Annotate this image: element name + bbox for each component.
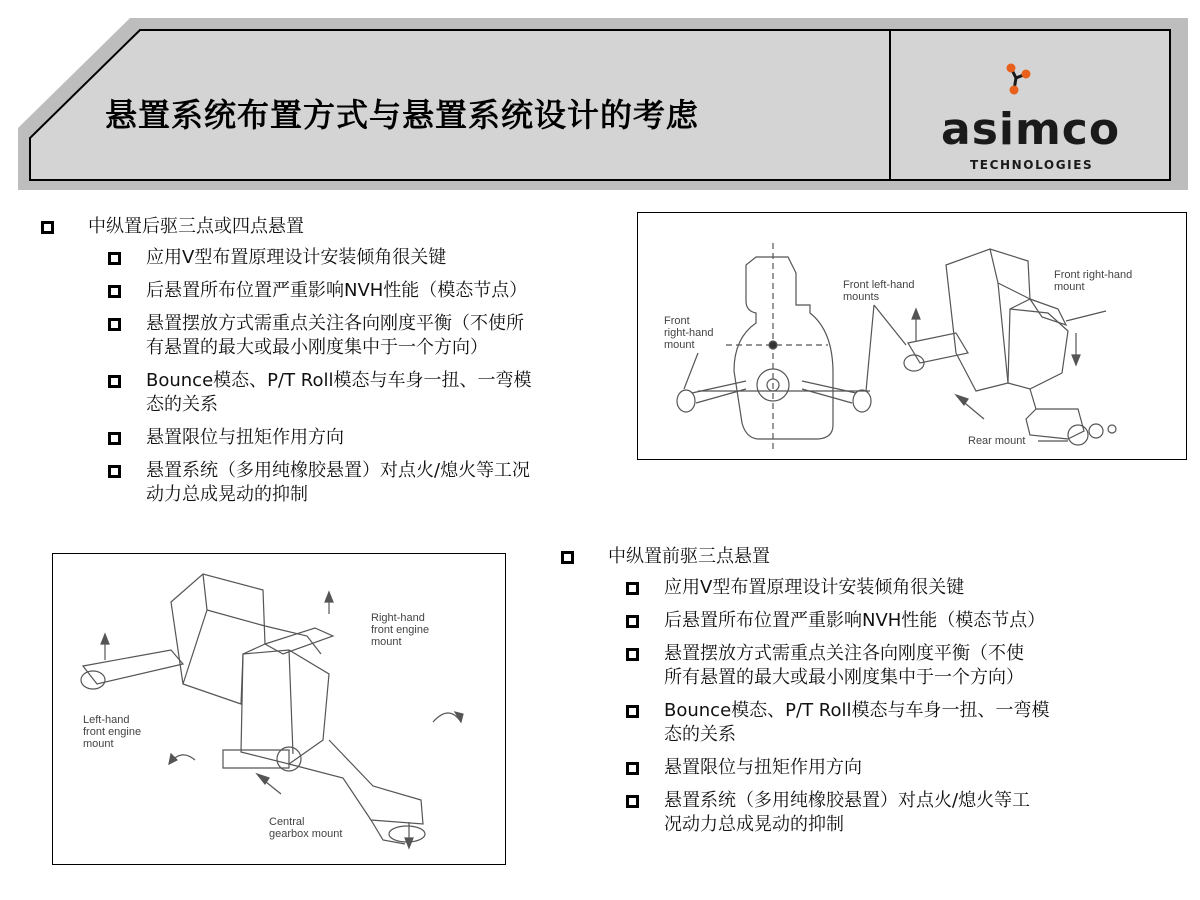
list-item-text: 悬置限位与扭矩作用方向 [664,757,862,778]
list-item-text: 悬置系统（多用纯橡胶悬置）对点火/熄火等工 [664,790,1031,811]
label-front-right-hand-mount-3d: Front right-hand mount [1054,269,1133,293]
fwd-heading: 中纵置前驱三点悬置 [608,546,770,567]
list-item-text: 后悬置所布位置严重影响NVH性能（模态节点） [146,280,528,301]
bullet-square-icon [108,432,121,445]
label-rear-mount: Rear mount [968,435,1026,447]
list-item [560,789,1180,837]
logo-tagline: TECHNOLOGIES [970,158,1094,172]
bullet-square-icon [626,615,639,628]
list-item-text: 态的关系 [146,394,218,415]
rwd-mount-diagram [637,212,1187,460]
logo-wordmark: asimco [941,104,1121,155]
bullet-square-icon [108,285,121,298]
bullet-square-icon [561,551,574,564]
bullet-square-icon [41,221,54,234]
rwd-heading-item [40,215,650,239]
label-right-hand-front-engine-mount: Right-hand front engine mount [371,612,430,648]
label-front-left-hand-mounts: Front left-hand mounts [843,279,915,303]
list-item-text: 应用V型布置原理设计安装倾角很关键 [664,577,965,598]
list-item-text: 动力总成晃动的抑制 [146,484,308,505]
list-item [40,312,650,360]
bullet-square-icon [108,252,121,265]
bullet-square-icon [108,465,121,478]
list-item-text: 悬置摆放方式需重点关注各向刚度平衡（不使 [664,643,1024,664]
rwd-bullet-list [40,215,650,516]
fwd-bullet-list [560,545,1180,846]
label-left-hand-front-engine-mount: Left-hand front engine mount [83,714,142,750]
list-item [560,756,1180,780]
list-item [560,642,1180,690]
list-item-text: 悬置限位与扭矩作用方向 [146,427,344,448]
list-item-text: 所有悬置的最大或最小刚度集中于一个方向） [664,667,1024,688]
bullet-square-icon [626,705,639,718]
rwd-engine-drawing [638,213,1187,460]
fwd-heading-item [560,545,1180,569]
list-item [40,369,650,417]
company-logo [890,30,1170,180]
bullet-square-icon [626,762,639,775]
list-item-text: 态的关系 [664,724,736,745]
rwd-heading: 中纵置后驱三点或四点悬置 [88,216,304,237]
list-item [40,426,650,450]
label-front-right-hand-mount: Front right-hand mount [664,315,714,351]
list-item-text: 悬置系统（多用纯橡胶悬置）对点火/熄火等工况 [146,460,531,481]
list-item [560,609,1180,633]
list-item-text: 有悬置的最大或最小刚度集中于一个方向） [146,337,488,358]
list-item-text: 况动力总成晃动的抑制 [664,814,844,835]
list-item-text: 应用V型布置原理设计安装倾角很关键 [146,247,447,268]
list-item [40,279,650,303]
list-item [560,576,1180,600]
fwd-mount-diagram [52,553,506,865]
list-item [40,246,650,270]
bullet-square-icon [626,582,639,595]
bullet-square-icon [108,318,121,331]
list-item-text: Bounce模态、P/T Roll模态与车身一扭、一弯模 [146,370,532,391]
list-item [560,699,1180,747]
label-central-gearbox-mount: Central gearbox mount [269,816,343,840]
list-item [40,459,650,507]
list-item-text: 后悬置所布位置严重影响NVH性能（模态节点） [664,610,1046,631]
bullet-square-icon [626,795,639,808]
list-item-text: 悬置摆放方式需重点关注各向刚度平衡（不使所 [146,313,524,334]
bullet-square-icon [626,648,639,661]
bullet-square-icon [108,375,121,388]
list-item-text: Bounce模态、P/T Roll模态与车身一扭、一弯模 [664,700,1050,721]
page-title: 悬置系统布置方式与悬置系统设计的考虑 [105,96,700,134]
